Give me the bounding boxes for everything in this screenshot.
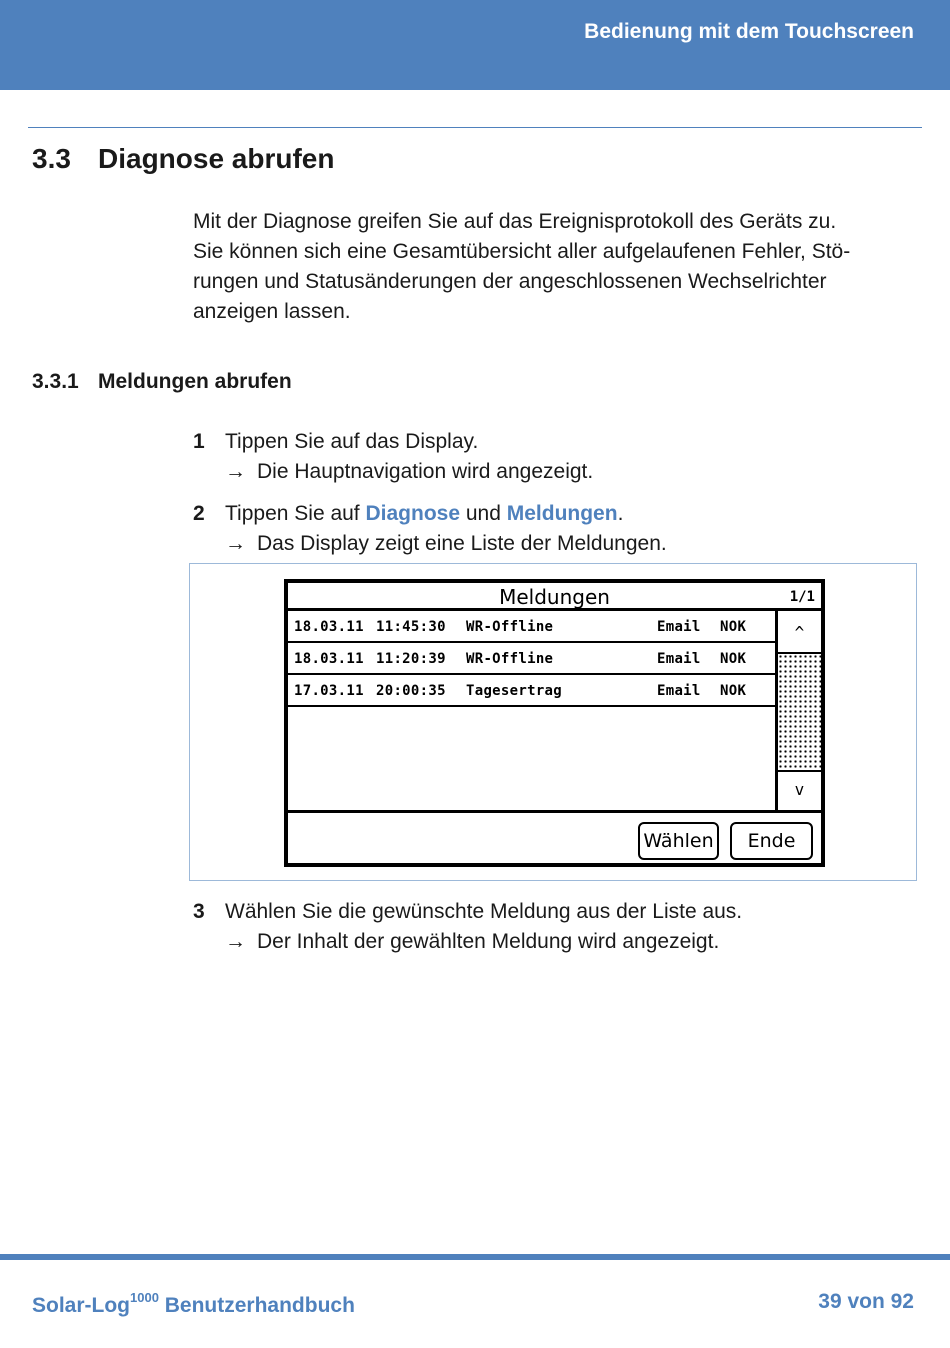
intro-line: Sie können sich eine Gesamtübersicht aller aufgelaufenen Fehler, Stö-	[193, 240, 851, 263]
message-row[interactable]	[288, 611, 775, 643]
menu-path-diagnose: Diagnose	[365, 502, 461, 525]
footer-product-model: 1000	[130, 1290, 159, 1305]
message-row[interactable]	[288, 643, 775, 675]
select-button[interactable]: Wählen	[638, 822, 719, 860]
message-channel: Email	[657, 683, 701, 699]
step-result	[225, 457, 593, 487]
message-row[interactable]	[288, 675, 775, 707]
step-result	[225, 529, 667, 559]
end-button[interactable]: Ende	[730, 822, 813, 860]
intro-line: rungen und Statusänderungen der angeschlossenen Wechselrichter	[193, 270, 827, 293]
arrow-right-icon: →	[225, 532, 246, 555]
lcd-title: Meldungen	[499, 585, 610, 609]
message-list	[288, 611, 775, 813]
lcd-title-bar	[288, 583, 821, 611]
arrow-right-icon: →	[225, 460, 246, 483]
message-status: NOK	[720, 619, 747, 635]
step-number: 3	[193, 900, 205, 923]
footer-document-title	[32, 1290, 355, 1318]
message-time: 11:45:30	[376, 619, 446, 635]
step-result-text: Das Display zeigt eine Liste der Meldungen.	[257, 532, 667, 555]
header-title: Bedienung mit dem Touchscreen	[584, 20, 914, 43]
message-time: 11:20:39	[376, 651, 446, 667]
step-result	[225, 927, 719, 957]
header-band	[0, 0, 950, 90]
message-channel: Email	[657, 619, 701, 635]
step-number: 2	[193, 502, 205, 525]
scroll-up-button[interactable]: ^	[778, 611, 821, 654]
step-result-text: Der Inhalt der gewählten Meldung wird angezeigt.	[257, 930, 720, 953]
subsection-title: Meldungen abrufen	[98, 370, 292, 393]
intro-line: anzeigen lassen.	[193, 300, 351, 323]
step-result-text: Die Hauptnavigation wird angezeigt.	[257, 460, 594, 483]
top-rule	[28, 127, 922, 128]
footer-product: Solar-Log	[32, 1294, 130, 1317]
message-event: WR-Offline	[466, 619, 554, 635]
message-time: 20:00:35	[376, 683, 446, 699]
scroll-track[interactable]	[778, 654, 821, 772]
step-text	[225, 499, 623, 529]
message-status: NOK	[720, 683, 747, 699]
footer-doc: Benutzerhandbuch	[158, 1294, 355, 1317]
message-date: 17.03.11	[294, 683, 364, 699]
subsection-number: 3.3.1	[32, 370, 79, 393]
menu-path-meldungen: Meldungen	[506, 502, 618, 525]
step-text-part: und	[460, 502, 507, 525]
scroll-down-button[interactable]: v	[794, 780, 805, 799]
intro-paragraph	[193, 207, 903, 327]
lcd-screen	[284, 579, 825, 867]
bottom-rule	[0, 1254, 950, 1260]
lcd-page-indicator: 1/1	[789, 589, 815, 605]
message-event: WR-Offline	[466, 651, 554, 667]
section-title: Diagnose abrufen	[98, 143, 335, 174]
message-date: 18.03.11	[294, 651, 364, 667]
step-number: 1	[193, 430, 205, 453]
step-text-part: Tippen Sie auf	[225, 502, 366, 525]
scrollbar[interactable]	[775, 611, 821, 813]
step-text: Tippen Sie auf das Display.	[225, 430, 479, 453]
step-text-part: .	[617, 502, 624, 525]
message-event: Tagesertrag	[466, 683, 563, 699]
arrow-right-icon: →	[225, 930, 246, 953]
step-text: Wählen Sie die gewünschte Meldung aus der Liste aus.	[225, 900, 743, 923]
footer-page-number: 39 von 92	[818, 1290, 914, 1313]
intro-line: Mit der Diagnose greifen Sie auf das Ereignisprotokoll des Geräts zu.	[193, 210, 837, 233]
message-date: 18.03.11	[294, 619, 364, 635]
section-number: 3.3	[32, 143, 71, 174]
message-channel: Email	[657, 651, 701, 667]
message-status: NOK	[720, 651, 747, 667]
